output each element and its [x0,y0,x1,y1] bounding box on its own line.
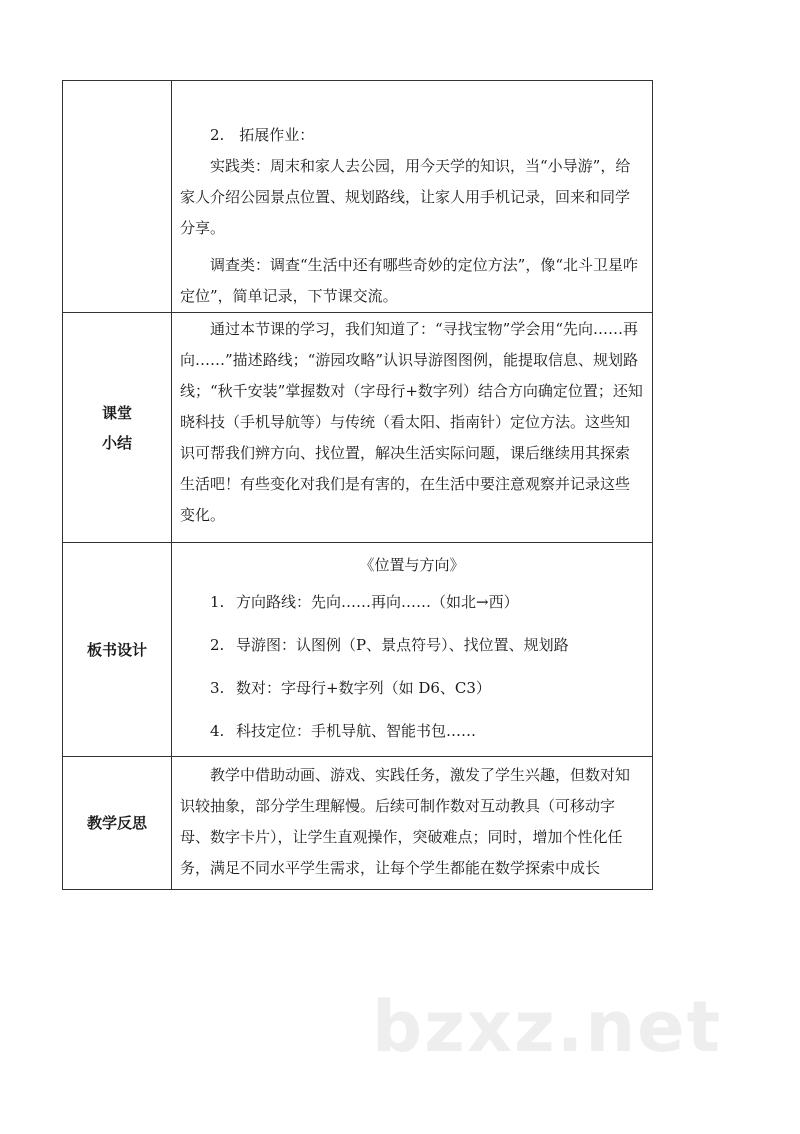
board-item-1 [180,581,644,624]
site-watermark: bzxz.net [372,986,723,1068]
class-summary-text: 通过本节课的学习，我们知道了：“寻找宝物”学会用“先向……再向……”描述路线；“游园攻略”认识导游图图例，能提取信息、规划路线；“秋千安装”掌握数对（字母行+数字列）结合方向确定位置；还知晓科技（手机导航等）与传统（看太阳、指南针）定位方法。这些知识可帮我们辨方向、找位置，解决生活实际问题，课后继续用其探索生活吧！有些变化对我们是有害的，在生活中要注意观察并记录这些变化。 [180,320,643,524]
board-design-label: 板书设计 [63,543,172,757]
board-item-2 [180,624,644,667]
class-summary-label [63,313,172,543]
teaching-reflection-text: 教学中借助动画、游戏、实践任务，激发了学生兴趣，但数对知识较抽象，部分学生理解慢。后续可制作数对互动教具（可移动字母、数字卡片），让学生直观操作，突破难点；同时，增加个性化任务，满足不同水平学生需求，让每个学生都能在数学探索中成长 [180,766,631,877]
teaching-reflection-cell [172,757,653,890]
board-design-cell [172,543,653,757]
row-class-summary [63,313,653,543]
practice-task-text: 实践类：周末和家人去公园，用今天学的知识，当“小导游”，给家人介绍公园景点位置、规划路线，让家人用手机记录，回来和同学分享。 [180,157,631,237]
board-item-text: 导游图：认图例（P、景点符号）、找位置、规划路 [236,636,569,654]
lesson-plan-table [62,80,653,890]
board-item-number: 1. [210,593,225,611]
extended-homework-heading: 2. 拓展作业： [210,126,315,144]
board-item-text: 数对：字母行+数字列（如 D6、C3） [236,679,491,697]
board-item-number: 3. [210,679,225,697]
board-item-3 [180,667,644,710]
board-item-4 [180,710,644,753]
class-summary-label-line1: 课堂 [101,403,132,422]
class-summary-label-line2: 小结 [101,433,132,452]
row-extended-homework [63,81,653,313]
board-item-text: 方向路线：先向……再向……（如北→西） [236,593,519,611]
survey-task-text: 调查类：调查“生活中还有哪些奇妙的定位方法”，像“北斗卫星咋定位”，简单记录，下节课交流。 [180,256,639,305]
class-summary-cell [172,313,653,543]
row-board-design [63,543,653,757]
board-design-title: 《位置与方向》 [359,556,465,574]
extended-homework-cell [172,81,653,313]
board-item-text: 科技定位：手机导航、智能书包…… [236,722,477,740]
row-teaching-reflection [63,757,653,890]
teaching-reflection-label: 教学反思 [63,757,172,890]
board-item-number: 4. [210,722,225,740]
empty-label-cell [63,81,172,313]
board-item-number: 2. [210,636,225,654]
